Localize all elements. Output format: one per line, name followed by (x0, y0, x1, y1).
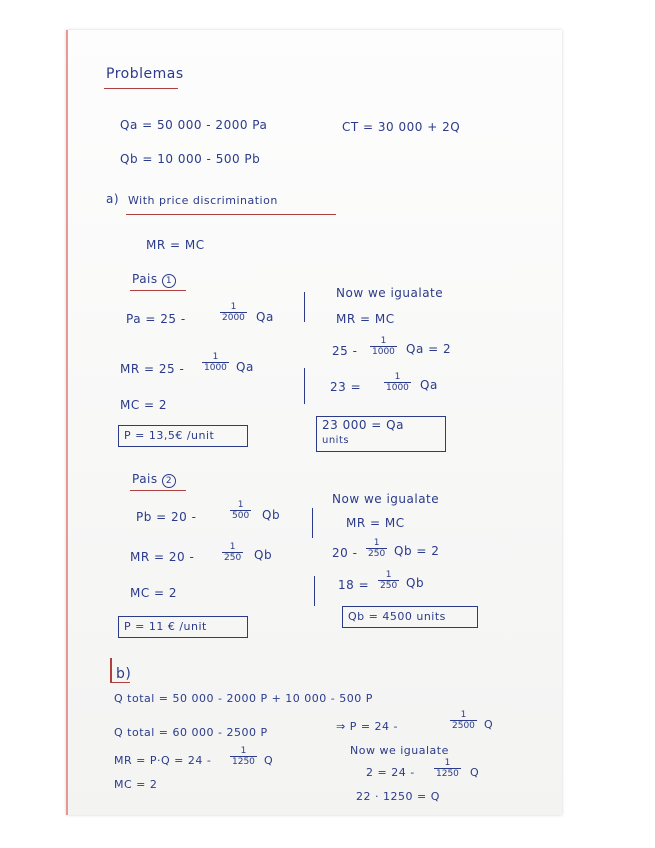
title-underline (104, 88, 178, 89)
part-b-mark-bottom (110, 682, 130, 683)
pa-right: Qa (256, 310, 274, 324)
demand-a: Qa = 50 000 - 2000 Pa (120, 118, 268, 132)
part-a-underline (126, 214, 336, 215)
pais-2-label: Pais 2 (132, 472, 176, 488)
eq2-a-right: Qa (420, 378, 438, 392)
mr-total-right: Q (264, 754, 274, 767)
notebook-page (66, 30, 562, 815)
divider-b-bottom (314, 576, 315, 606)
igualate-a-rule: MR = MC (336, 312, 395, 326)
part-b-label: b) (116, 666, 132, 682)
part-a-label: a) (106, 192, 120, 206)
part-a-heading: With price discrimination (128, 194, 278, 207)
mc-total: MC = 2 (114, 778, 158, 791)
eq1-a-right: Qa = 2 (406, 342, 452, 356)
mr-b-right: Qb (254, 548, 273, 562)
eq-total-right: Q (470, 766, 480, 779)
price-b-right: Q (484, 718, 494, 731)
eq1-a-left: 25 - (332, 344, 358, 358)
divider-a-top (304, 292, 305, 322)
mr-total-fraction: $\frac{1}{1250}$ (232, 746, 255, 767)
mr-b-fraction: $\frac{1}{250}$ (224, 542, 242, 563)
total-cost: CT = 30 000 + 2Q (342, 120, 461, 134)
eq2-b-left: 18 = (338, 578, 370, 592)
eq1-b-right: Qb = 2 (394, 544, 440, 558)
eq2-b-right: Qb (406, 576, 425, 590)
mr-a-left: MR = 25 - (120, 362, 185, 376)
qtotal-simplified: Q total = 60 000 - 2500 P (114, 726, 268, 739)
pa-left: Pa = 25 - (126, 312, 186, 326)
result-b: Qb = 4500 units (348, 610, 446, 623)
demand-b: Qb = 10 000 - 500 Pb (120, 152, 261, 166)
eq1-b-left: 20 - (332, 546, 358, 560)
part-a-rule: MR = MC (146, 238, 205, 252)
pais-1-underline (130, 290, 186, 291)
pb-fraction: $\frac{1}{500}$ (232, 500, 250, 521)
price-b-left: ⇒ P = 24 - (336, 720, 399, 733)
price-a: P = 13,5€ /unit (124, 429, 215, 442)
page-title: Problemas (106, 66, 184, 82)
eq2-a-fraction: $\frac{1}{1000}$ (386, 372, 409, 393)
final-line: 22 · 1250 = Q (356, 790, 440, 803)
mc-b: MC = 2 (130, 586, 178, 600)
pb-left: Pb = 20 - (136, 510, 197, 524)
price-b: P = 11 € /unit (124, 620, 207, 633)
divider-b-top (312, 508, 313, 538)
eq1-a-fraction: $\frac{1}{1000}$ (372, 336, 395, 357)
eq2-b-fraction: $\frac{1}{250}$ (380, 570, 398, 591)
igualate-total-heading: Now we igualate (350, 744, 449, 757)
eq1-b-fraction: $\frac{1}{250}$ (368, 538, 386, 559)
result-a-line1: 23 000 = Qa (322, 418, 404, 432)
mr-a-fraction: $\frac{1}{1000}$ (204, 352, 227, 373)
igualate-a-heading: Now we igualate (336, 286, 444, 300)
pb-right: Qb (262, 508, 281, 522)
eq-total-fraction: $\frac{1}{1250}$ (436, 758, 459, 779)
igualate-b-heading: Now we igualate (332, 492, 440, 506)
eq-total-left: 2 = 24 - (366, 766, 415, 779)
pais-2-number: 2 (162, 474, 176, 488)
pais-1-number: 1 (162, 274, 176, 288)
margin-line (66, 30, 68, 815)
price-b-fraction: $\frac{1}{2500}$ (452, 710, 475, 731)
mr-total-left: MR = P·Q = 24 - (114, 754, 212, 767)
mr-a-right: Qa (236, 360, 254, 374)
pais-1-label: Pais 1 (132, 272, 176, 288)
mc-a: MC = 2 (120, 398, 168, 412)
eq2-a-left: 23 = (330, 380, 362, 394)
pais-2-underline (130, 490, 186, 491)
part-b-mark-left (110, 658, 112, 682)
qtotal-sum: Q total = 50 000 - 2000 P + 10 000 - 500 P (114, 692, 373, 705)
igualate-b-rule: MR = MC (346, 516, 405, 530)
pa-fraction: $\frac{1}{2000}$ (222, 302, 245, 323)
mr-b-left: MR = 20 - (130, 550, 195, 564)
result-a-line2: units (322, 435, 350, 446)
divider-a-bottom (304, 368, 305, 404)
